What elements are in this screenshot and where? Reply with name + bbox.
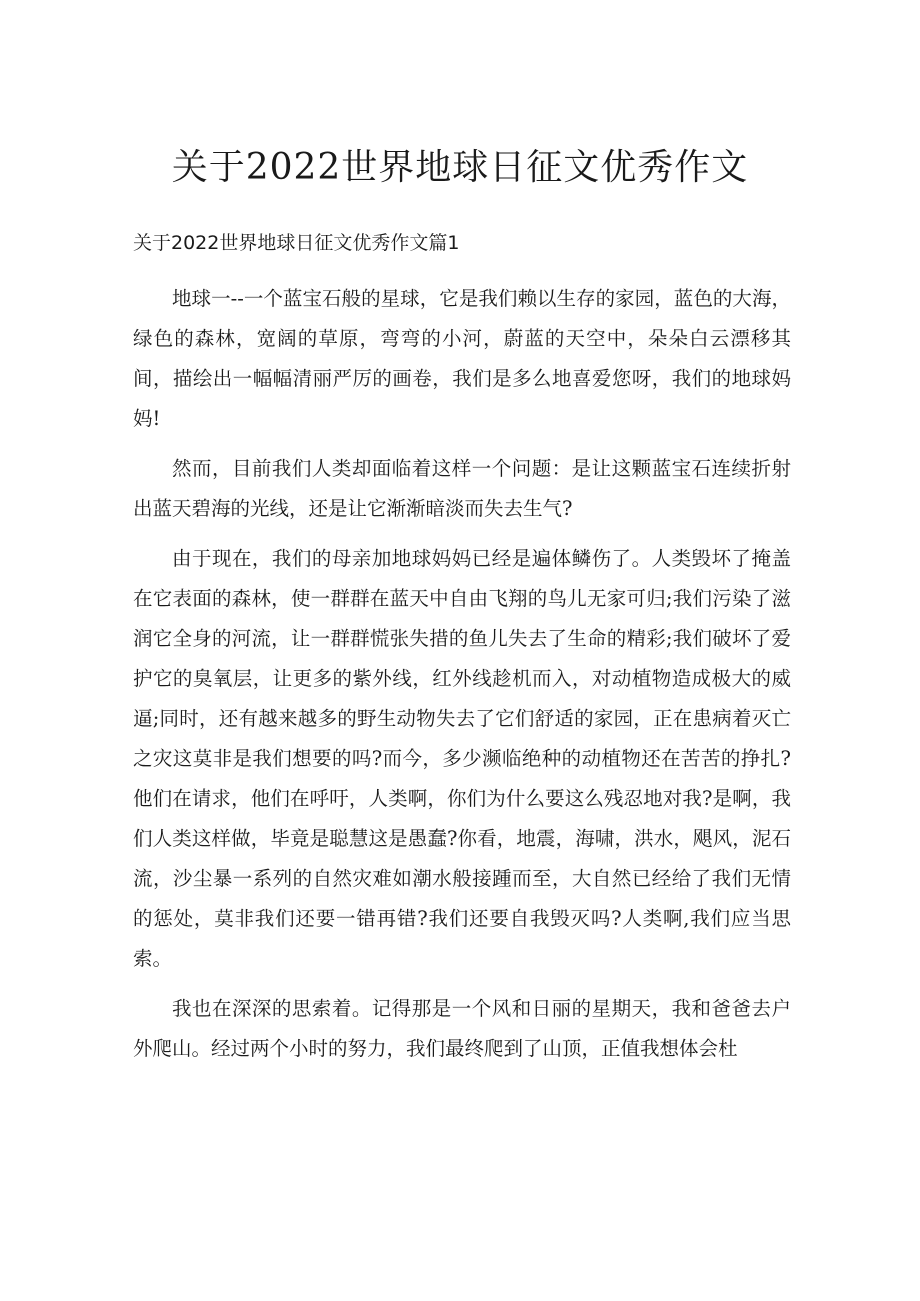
paragraph: 由于现在，我们的母亲加地球妈妈已经是遍体鳞伤了。人类毁坏了掩盖在它表面的森林，使一群群在蓝天中自由飞翔的鸟儿无家可归;我们污染了滋润它全身的河流，让一群群慌张失措的鱼儿失去了生命的精彩;我们破坏了爱护它的臭氧层，让更多的紫外线，红外线趁机而入，对动植物造成极大的威逼;同时，还有越来越多的野生动物失去了它们舒适的家园，正在患病着灭亡之灾这莫非是我们想要的吗?而今，多少濒临绝种的动植物还在苦苦的挣扎?他们在请求，他们在呼吁，人类啊，你们为什么要这么残忍地对我?是啊，我们人类这样做，毕竟是聪慧这是愚蠢?你看，地震，海啸，洪水，飓风，泥石流，沙尘暴一系列的自然灾难如潮水般接踵而至，大自然已经给了我们无情的惩处，莫非我们还要一错再错?我们还要自我毁灭吗?人类啊,我们应当思索。 xyxy=(133,547,791,970)
document-title: 关于2022世界地球日征文优秀作文 xyxy=(171,147,749,188)
document-body xyxy=(133,279,791,1079)
paragraph: 我也在深深的思索着。记得那是一个风和日丽的星期天，我和爸爸去户外爬山。经过两个小时的努力，我们最终爬到了山顶，正值我想体会杜 xyxy=(133,997,791,1060)
paragraph: 地球一--一个蓝宝石般的星球，它是我们赖以生存的家园，蓝色的大海，绿色的森林，宽阔的草原，弯弯的小河，蔚蓝的天空中，朵朵白云漂移其间，描绘出一幅幅清丽严厉的画卷，我们是多么地喜爱您呀，我们的地球妈妈! xyxy=(133,287,791,430)
paragraph: 然而，目前我们人类却面临着这样一个问题：是让这颗蓝宝石连续折射出蓝天碧海的光线，还是让它渐渐暗淡而失去生气? xyxy=(133,457,791,520)
section-heading: 关于2022世界地球日征文优秀作文篇1 xyxy=(133,232,460,254)
